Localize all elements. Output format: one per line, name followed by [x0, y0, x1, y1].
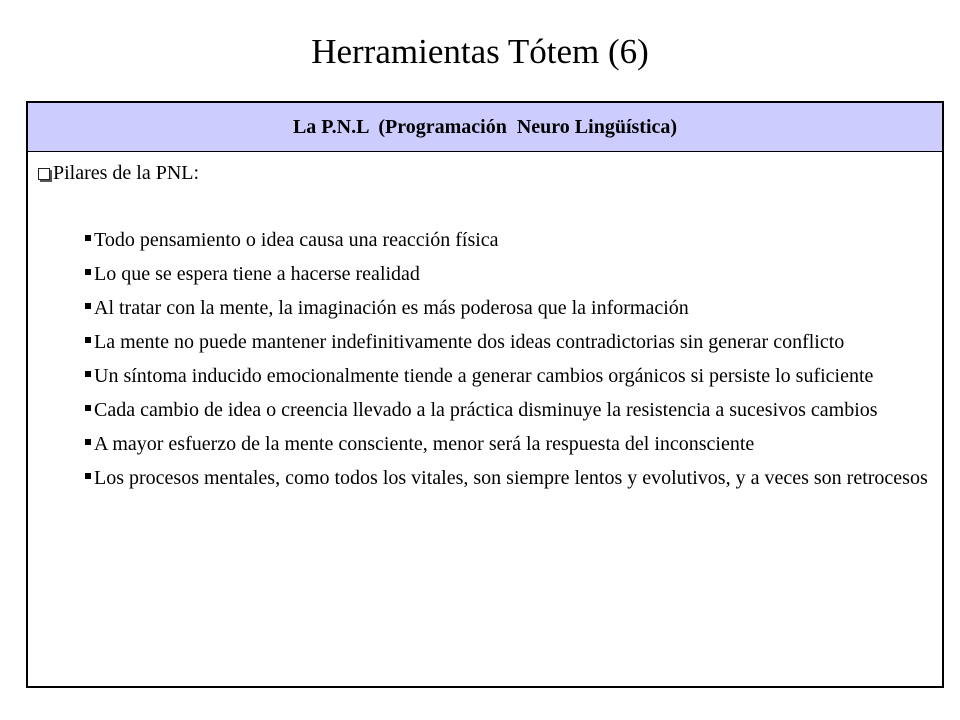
checkbox-square-icon: [38, 168, 50, 180]
list-item-text: Cada cambio de idea o creencia llevado a la práctica disminuye la resistencia a sucesivos cambios: [94, 399, 878, 421]
slide-title: Herramientas Tótem (6): [311, 32, 649, 71]
list-item-text: A mayor esfuerzo de la mente consciente, menor será la respuesta del inconsciente: [94, 433, 755, 455]
list-item-text: Todo pensamiento o idea causa una reacción física: [94, 229, 499, 251]
small-square-icon: [85, 303, 91, 309]
list-item: [85, 330, 935, 354]
small-square-icon: [85, 405, 91, 411]
pillars-heading: [38, 160, 199, 186]
list-item: [85, 466, 935, 490]
list-item-text: Los procesos mentales, como todos los vitales, son siempre lentos y evolutivos, y a veces son retrocesos: [94, 467, 928, 489]
pillars-list: [85, 228, 935, 500]
content-box: [26, 101, 944, 688]
list-item-text: La mente no puede mantener indefinitivamente dos ideas contradictorias sin generar conflicto: [94, 331, 845, 353]
list-item: [85, 228, 935, 252]
list-item: [85, 296, 935, 320]
small-square-icon: [85, 337, 91, 343]
list-item: [85, 364, 935, 388]
pillars-heading-label: Pilares de la PNL:: [53, 162, 200, 184]
small-square-icon: [85, 235, 91, 241]
small-square-icon: [85, 371, 91, 377]
list-item-text: Lo que se espera tiene a hacerse realidad: [94, 263, 420, 285]
small-square-icon: [85, 269, 91, 275]
small-square-icon: [85, 439, 91, 445]
list-item-text: Un síntoma inducido emocionalmente tiende a generar cambios orgánicos si persiste lo suficiente: [94, 365, 874, 387]
list-item: [85, 262, 935, 286]
list-item: [85, 398, 935, 422]
list-item: [85, 432, 935, 456]
list-item-text: Al tratar con la mente, la imaginación es más poderosa que la información: [94, 297, 689, 319]
small-square-icon: [85, 473, 91, 479]
box-header: La P.N.L (Programación Neuro Lingüística): [28, 103, 942, 152]
